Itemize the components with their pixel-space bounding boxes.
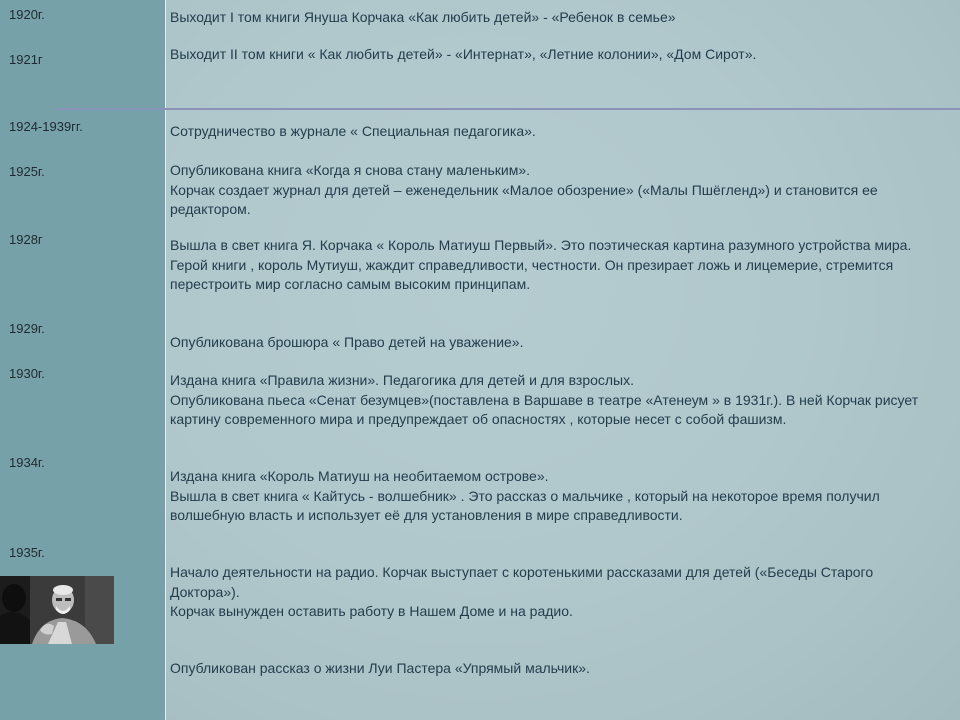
entry-1935 [170,563,930,622]
entry-1921 [170,45,930,65]
entry-text: Издана книга «Король Матиуш на необитаемом острове». [170,468,549,484]
horizontal-divider [55,108,960,110]
year-1925: 1925г. [9,164,45,179]
year-1924-1939: 1924-1939гг. [9,119,83,134]
year-1934: 1934г. [9,455,45,470]
entry-text: Корчак вынужден оставить работу в Нашем Доме и на радио. [170,603,573,619]
entry-1930 [170,371,930,430]
portrait-photo [0,576,114,644]
year-1921: 1921г [9,52,43,67]
entry-1934 [170,467,930,526]
entry-text: Выходит I том книги Януша Корчака «Как любить детей» - «Ребенок в семье» [170,9,676,25]
portrait-icon [0,576,114,644]
entry-text: Опубликован рассказ о жизни Луи Пастера «Упрямый мальчик». [170,660,590,676]
entry-1937 [170,659,930,679]
year-1920: 1920г. [9,7,45,22]
entry-text: Корчак создает журнал для детей – еженедельник «Малое обозрение» («Малы Пшёгленд») и становится ее редактором. [170,181,878,217]
year-1929: 1929г. [9,321,45,336]
entry-text: Опубликована брошюра « Право детей на уважение». [170,334,524,350]
entry-text: Опубликована пьеса «Сенат безумцев»(поставлена в Варшаве в театре «Атенеум » в 1931г.). В ней Корчак рисует картину современного мира и предупреждает об опасностях , которые несет с собой фашизм. [170,391,919,427]
entry-text: Вышла в свет книга « Кайтусь - волшебник» . Это рассказ о мальчике , который на некоторое время получил волшебную власть и использует её для установления в мире справедливости. [170,487,880,523]
year-1930: 1930г. [9,366,45,381]
entry-1920 [170,8,930,28]
entry-1928 [170,236,930,295]
entry-text: Вышла в свет книга Я. Корчака « Король Матиуш Первый». Это поэтическая картина разумного устройства мира. Герой книги , король Мутиуш, жаждит справедливости, честности. Он презирает ложь и лицемерие, стремится перестроить мир согласно самым высоким принципам. [170,237,912,292]
entry-text: Опубликована книга «Когда я снова стану маленьким». [170,162,530,178]
entry-1925 [170,161,930,220]
entry-text: Сотрудничество в журнале « Специальная педагогика». [170,123,536,139]
entry-text: Издана книга «Правила жизни». Педагогика для детей и для взрослых. [170,372,635,388]
entry-1929 [170,333,930,353]
year-1928: 1928г [9,232,43,247]
entry-text: Начало деятельности на радио. Корчак выступает с коротенькими рассказами для детей («Беседы Старого Доктора»). [170,564,874,600]
entry-1924 [170,122,930,142]
entry-text: Выходит II том книги « Как любить детей» - «Интернат», «Летние колонии», «Дом Сирот». [170,46,757,62]
year-1935: 1935г. [9,545,45,560]
